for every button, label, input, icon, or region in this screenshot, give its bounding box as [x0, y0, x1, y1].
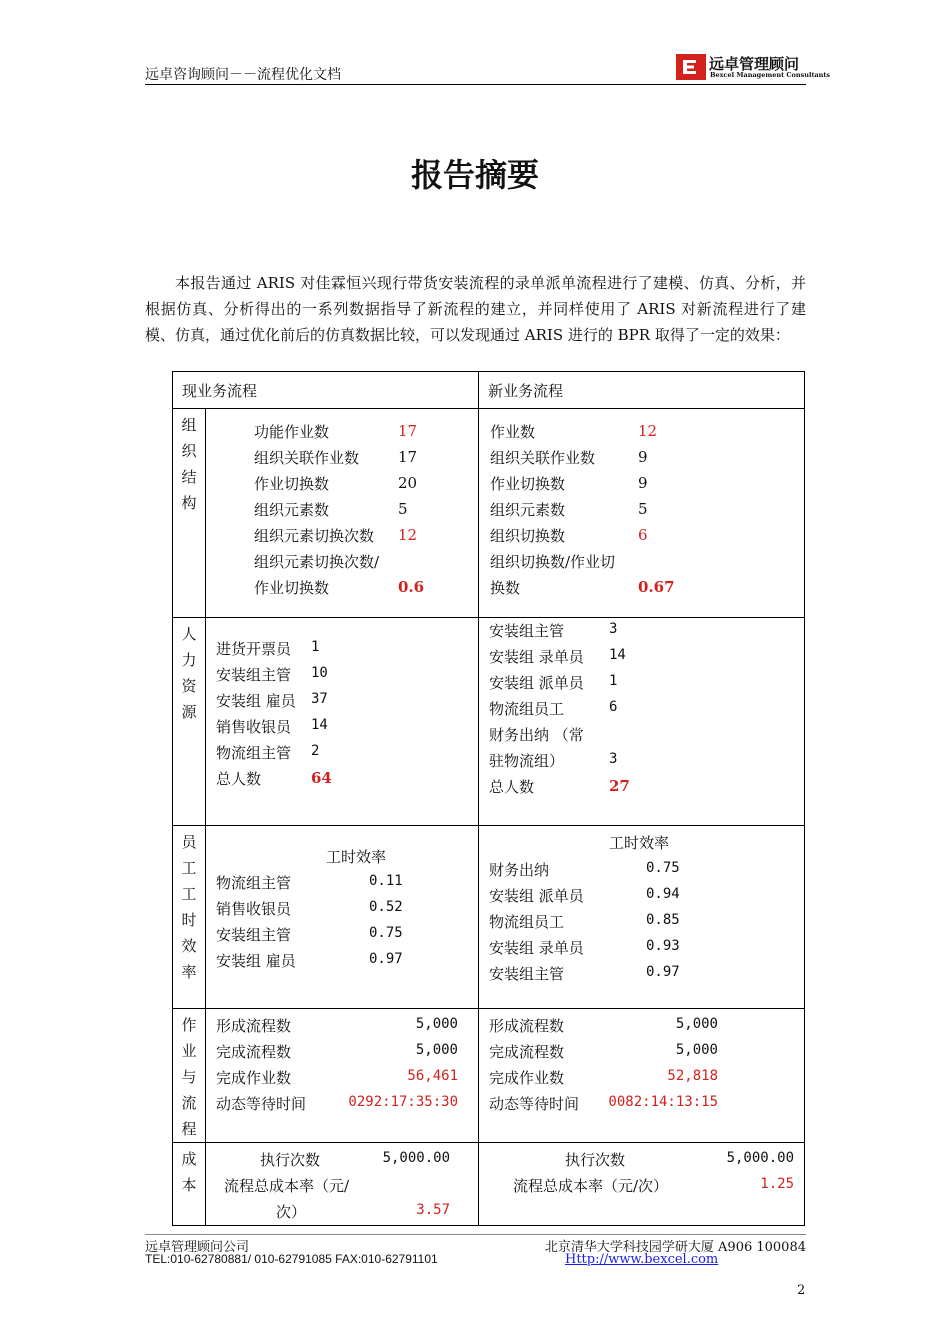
metric-label: 动态等待时间	[216, 1095, 307, 1113]
metric-label: 安装组 雇员	[216, 952, 296, 970]
metric-value: 0.75	[646, 860, 680, 876]
flow-new-cell	[479, 1009, 805, 1143]
metric-label: 安装组主管	[489, 965, 565, 983]
metric-label: 完成作业数	[216, 1069, 292, 1087]
metric-label: 安装组 雇员	[216, 692, 296, 710]
metric-label: 组织元素数	[254, 501, 330, 519]
metric-value: 20	[398, 474, 418, 492]
metric-label: 作业数	[490, 423, 536, 441]
metric-value: 5	[398, 500, 408, 518]
category-char: 组	[181, 416, 197, 434]
metric-value: 0292:17:35:30	[348, 1094, 458, 1110]
org-current-cell	[206, 409, 479, 618]
category-char: 源	[181, 703, 197, 721]
metric-label: 流程总成本率（元/	[224, 1177, 350, 1195]
org-new-cell	[479, 409, 805, 618]
metric-value: 3	[609, 621, 618, 637]
metric-label: 安装组 录单员	[489, 939, 584, 957]
metric-value: 56,461	[407, 1068, 458, 1084]
hr-new-cell	[479, 618, 805, 826]
metric-label: 次）	[276, 1203, 307, 1221]
category-char: 作	[181, 1016, 197, 1034]
metric-label: 销售收银员	[216, 900, 292, 918]
metric-value: 1.25	[760, 1176, 794, 1192]
metric-value: 9	[638, 474, 648, 492]
cost-current-cell	[206, 1143, 479, 1226]
category-char: 本	[181, 1176, 197, 1194]
category-task-flow	[173, 1009, 206, 1143]
metric-label: 安装组主管	[216, 666, 292, 684]
metric-label: 安装组主管	[489, 622, 565, 640]
metric-value: 0.94	[646, 886, 680, 902]
category-char: 时	[181, 911, 197, 929]
metric-value: 14	[311, 717, 328, 733]
footer-address: 北京清华大学科技园学研大厦 A906 100084	[544, 1240, 806, 1255]
metric-value: 5,000	[675, 1042, 718, 1058]
category-char: 程	[181, 1120, 197, 1138]
metric-label: 物流组员工	[489, 700, 565, 718]
metric-value: 5,000.00	[726, 1150, 794, 1166]
footer-website-link[interactable]: Http://www.bexcel.com	[565, 1252, 719, 1267]
metric-label: 财务出纳 （常	[489, 726, 584, 744]
metric-label: 完成作业数	[489, 1069, 565, 1087]
metric-value: 0.11	[369, 873, 403, 889]
header-doc-title: 远卓咨询顾问－－流程优化文档	[145, 67, 341, 83]
metric-value: 6	[609, 699, 618, 715]
metric-value: 5,000	[675, 1016, 718, 1032]
metric-label: 驻物流组）	[489, 752, 565, 770]
header-rule	[145, 84, 806, 85]
metric-value: 3.57	[416, 1202, 450, 1218]
metric-value: 17	[398, 448, 418, 466]
metric-label: 换数	[490, 579, 521, 597]
metric-label: 物流组员工	[489, 913, 565, 931]
metric-value: 9	[638, 448, 648, 466]
efficiency-heading: 工时效率	[326, 848, 387, 866]
metric-value: 0.97	[369, 951, 403, 967]
metric-value: 12	[398, 526, 418, 544]
metric-value: 6	[638, 526, 648, 544]
metric-value: 5,000	[415, 1042, 458, 1058]
category-work-efficiency	[173, 826, 206, 1009]
comparison-table	[172, 371, 805, 1226]
metric-label: 进货开票员	[216, 640, 292, 658]
metric-value: 2	[311, 743, 320, 759]
category-char: 员	[181, 833, 197, 851]
metric-label: 完成流程数	[489, 1043, 565, 1061]
metric-label: 作业切换数	[254, 475, 330, 493]
category-char: 效	[181, 937, 197, 955]
metric-value: 0.85	[646, 912, 680, 928]
category-char: 结	[181, 468, 197, 486]
logo-english-name: Bexcel Management Consultants	[710, 71, 831, 79]
category-char: 率	[181, 963, 197, 981]
metric-label: 安装组 派单员	[489, 887, 584, 905]
metric-label: 组织切换数/作业切	[490, 553, 616, 571]
category-char: 织	[181, 442, 197, 460]
metric-label: 执行次数	[565, 1151, 626, 1169]
metric-label: 总人数	[216, 770, 262, 788]
metric-value: 27	[609, 777, 630, 795]
metric-label: 安装组 录单员	[489, 648, 584, 666]
metric-value: 5,000	[415, 1016, 458, 1032]
metric-label: 总人数	[489, 778, 535, 796]
metric-value: 0.97	[646, 964, 680, 980]
logo-chinese-name: 远卓管理顾问	[709, 55, 800, 73]
efficiency-heading: 工时效率	[609, 834, 670, 852]
metric-value: 0.75	[369, 925, 403, 941]
metric-label: 完成流程数	[216, 1043, 292, 1061]
metric-value: 3	[609, 751, 618, 767]
metric-label: 作业切换数	[490, 475, 566, 493]
metric-label: 动态等待时间	[489, 1095, 580, 1113]
logo-mark-icon	[676, 54, 706, 80]
metric-label: 组织关联作业数	[254, 449, 360, 467]
metric-label: 执行次数	[260, 1151, 321, 1169]
category-human-resources	[173, 618, 206, 826]
page-number: 2	[797, 1283, 806, 1298]
metric-value: 17	[398, 422, 418, 440]
intro-paragraph: 本报告通过 ARIS 对佳霖恒兴现行带货安装流程的录单派单流程进行了建模、仿真、分析，并根据仿真、分析得出的一系列数据指导了新流程的建立，并同样使用了 ARIS 对新流程进行了建模、仿真，通过优化前后的仿真数据比较，可以发现通过 ARIS 进行的 BPR 取得了一定的效果：	[145, 274, 806, 344]
metric-value: 10	[311, 665, 328, 681]
metric-label: 销售收银员	[216, 718, 292, 736]
metric-value: 0.6	[398, 578, 425, 596]
metric-value: 12	[638, 422, 658, 440]
metric-value: 0082:14:13:15	[608, 1094, 718, 1110]
metric-label: 安装组 派单员	[489, 674, 584, 692]
flow-current-cell	[206, 1009, 479, 1143]
metric-value: 1	[609, 673, 618, 689]
metric-label: 功能作业数	[254, 423, 330, 441]
category-char: 与	[181, 1068, 197, 1086]
category-char: 业	[181, 1042, 197, 1060]
metric-label: 形成流程数	[489, 1017, 565, 1035]
category-char: 力	[181, 651, 197, 669]
metric-label: 安装组主管	[216, 926, 292, 944]
metric-label: 物流组主管	[216, 874, 292, 892]
category-char: 人	[181, 625, 197, 643]
metric-label: 组织元素数	[490, 501, 566, 519]
metric-value: 5	[638, 500, 648, 518]
category-char: 流	[181, 1094, 197, 1112]
metric-value: 0.52	[369, 899, 403, 915]
footer-rule	[145, 1234, 806, 1235]
metric-label: 作业切换数	[254, 579, 330, 597]
metric-label: 组织切换数	[490, 527, 566, 545]
metric-value: 64	[311, 769, 332, 787]
metric-value: 1	[311, 639, 320, 655]
category-char: 构	[181, 494, 197, 512]
metric-label: 组织元素切换次数/	[254, 553, 380, 571]
eff-current-cell	[206, 826, 479, 1009]
category-char: 工	[181, 859, 197, 877]
category-org-structure	[173, 409, 206, 618]
category-char: 工	[181, 885, 197, 903]
footer-company: 远卓管理顾问公司	[145, 1240, 250, 1255]
hr-current-cell	[206, 618, 479, 826]
company-logo	[676, 52, 831, 82]
cost-new-cell	[479, 1143, 805, 1226]
metric-label: 流程总成本率（元/次）	[513, 1177, 669, 1195]
metric-value: 52,818	[667, 1068, 718, 1084]
metric-label: 财务出纳	[489, 861, 550, 879]
metric-label: 组织元素切换次数	[254, 527, 375, 545]
header-current-process: 现业务流程	[173, 372, 479, 409]
metric-value: 5,000.00	[382, 1150, 450, 1166]
footer-phone-fax: TEL:010-62780881/ 010-62791085 FAX:010-62791101	[145, 1252, 438, 1266]
category-char: 资	[181, 677, 197, 695]
metric-label: 形成流程数	[216, 1017, 292, 1035]
metric-label: 物流组主管	[216, 744, 292, 762]
category-cost	[173, 1143, 206, 1226]
metric-value: 0.93	[646, 938, 680, 954]
category-char: 成	[181, 1150, 197, 1168]
metric-label: 组织关联作业数	[490, 449, 596, 467]
metric-value: 14	[609, 647, 626, 663]
metric-value: 0.67	[638, 578, 675, 596]
header-new-process: 新业务流程	[479, 372, 805, 409]
eff-new-cell	[479, 826, 805, 1009]
page-title: 报告摘要	[410, 156, 539, 194]
metric-value: 37	[311, 691, 328, 707]
